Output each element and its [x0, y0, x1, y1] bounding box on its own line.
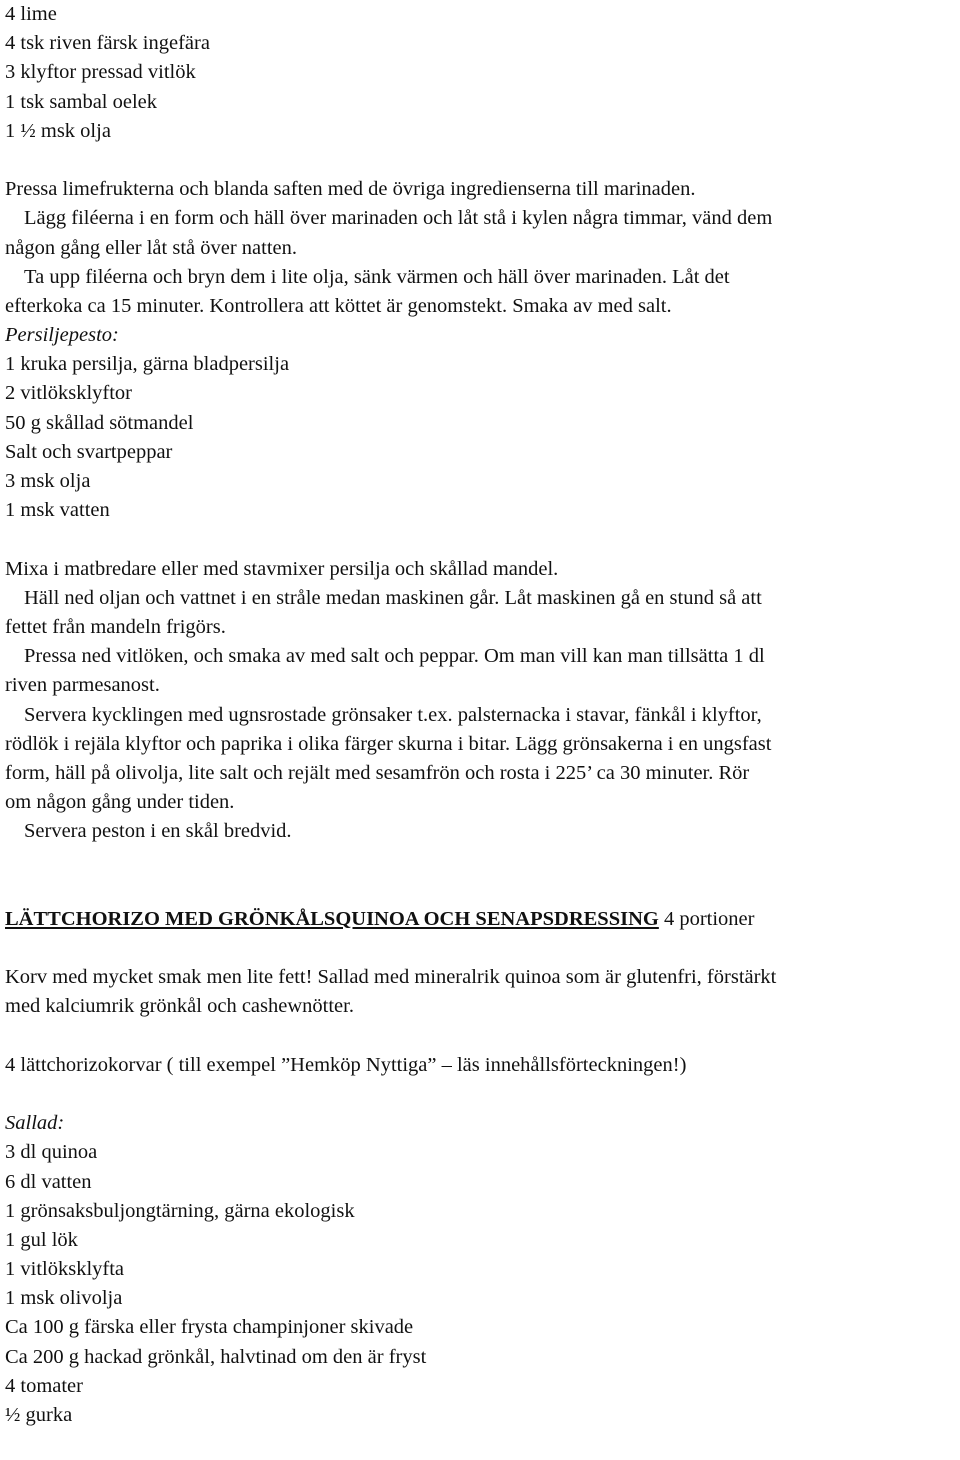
spacer: [5, 525, 955, 554]
ingredient-line: 1 grönsaksbuljongtärning, gärna ekologisk: [5, 1199, 355, 1222]
recipe-document: [5, 0, 955, 1430]
instruction-line: någon gång eller låt stå över natten.: [5, 236, 298, 259]
instruction-line: Ta upp filéerna och bryn dem i lite olja, sänk värmen och häll över marinaden. Låt det: [24, 265, 730, 288]
instruction-line: rödlök i rejäla klyftor och paprika i olika färger skurna i bitar. Lägg grönsakerna i en ungsfast: [5, 732, 772, 755]
ingredient-line: 1 msk vatten: [5, 499, 110, 522]
ingredient-line: 4 tsk riven färsk ingefära: [5, 32, 210, 55]
ingredient-line: ½ gurka: [5, 1404, 73, 1427]
intro-line: Korv med mycket smak men lite fett! Sallad med mineralrik quinoa som är glutenfri, förstärkt: [5, 966, 777, 989]
instruction-line: Häll ned oljan och vattnet i en stråle medan maskinen går. Låt maskinen gå en stund så att: [24, 586, 762, 609]
spacer: [5, 146, 955, 175]
salad-heading: Sallad:: [5, 1112, 65, 1135]
spacer: [5, 1022, 955, 1051]
ingredient-line: 1 kruka persilja, gärna bladpersilja: [5, 353, 290, 376]
instruction-line: form, häll på olivolja, lite salt och rejält med sesamfrön och rosta i 225’ ca 30 minuter. Rör: [5, 761, 750, 784]
intro-ingredient-list: [5, 0, 955, 146]
ingredient-line: 6 dl vatten: [5, 1170, 92, 1193]
instruction-line: om någon gång under tiden.: [5, 791, 235, 814]
ingredient-line: Salt och svartpeppar: [5, 440, 173, 463]
marinade-instructions: [5, 175, 955, 321]
recipe-title-line: [5, 905, 955, 934]
instruction-line: Pressa ned vitlöken, och smaka av med salt och peppar. Om man vill kan man tillsätta 1 dl: [24, 645, 765, 668]
instruction-line: Pressa limefrukterna och blanda saften med de övriga ingredienserna till marinaden.: [5, 178, 696, 201]
recipe-title: LÄTTCHORIZO MED GRÖNKÅLSQUINOA OCH SENAPSDRESSING: [5, 907, 659, 930]
ingredient-line: 1 gul lök: [5, 1228, 78, 1251]
pesto-heading: Persiljepesto:: [5, 324, 119, 347]
pesto-section: [5, 321, 955, 846]
spacer: [5, 934, 955, 963]
ingredient-line: Ca 200 g hackad grönkål, halvtinad om den är fryst: [5, 1345, 427, 1368]
instruction-line: efterkoka ca 15 minuter. Kontrollera att köttet är genomstekt. Smaka av med salt.: [5, 294, 672, 317]
ingredient-line: Ca 100 g färska eller frysta champinjoner skivade: [5, 1316, 414, 1339]
ingredient-line: 3 dl quinoa: [5, 1141, 98, 1164]
spacer: [5, 1080, 955, 1109]
sausage-line: 4 lättchorizokorvar ( till exempel ”Hemköp Nyttiga” – läs innehållsförteckningen!): [5, 1053, 687, 1076]
intro-line: med kalciumrik grönkål och cashewnötter.: [5, 995, 354, 1018]
ingredient-line: 1 msk olivolja: [5, 1287, 123, 1310]
ingredient-line: 2 vitlöksklyftor: [5, 382, 132, 405]
instruction-line: Servera kycklingen med ugnsrostade grönsaker t.ex. palsternacka i stavar, fänkål i klyftor,: [24, 703, 762, 726]
instruction-line: Mixa i matbredare eller med stavmixer persilja och skållad mandel.: [5, 557, 559, 580]
instruction-line: riven parmesanost.: [5, 674, 160, 697]
ingredient-line: 4 tomater: [5, 1374, 83, 1397]
recipe2-section: [5, 905, 955, 1430]
instruction-line: Lägg filéerna i en form och häll över marinaden och låt stå i kylen några timmar, vänd dem: [24, 207, 773, 230]
instruction-line: fettet från mandeln frigörs.: [5, 615, 226, 638]
ingredient-line: 1 tsk sambal oelek: [5, 90, 158, 113]
ingredient-line: 1 ½ msk olja: [5, 119, 111, 142]
spacer: [5, 846, 955, 904]
portions-label: 4 portioner: [658, 907, 755, 930]
ingredient-line: 4 lime: [5, 3, 57, 25]
instruction-line: Servera peston i en skål bredvid.: [24, 820, 292, 843]
ingredient-line: 3 msk olja: [5, 470, 91, 492]
ingredient-line: 50 g skållad sötmandel: [5, 411, 194, 434]
ingredient-line: 1 vitlöksklyfta: [5, 1258, 125, 1281]
ingredient-line: 3 klyftor pressad vitlök: [5, 61, 196, 84]
